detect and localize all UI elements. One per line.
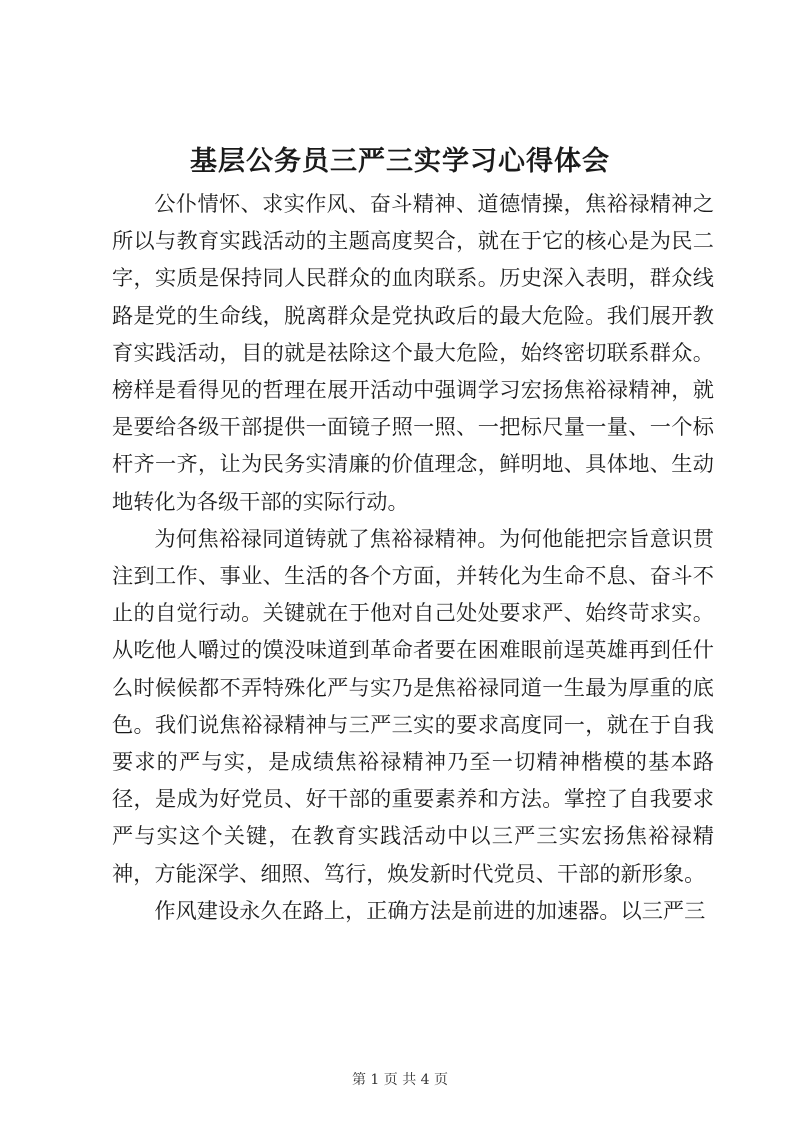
document-title: 基层公务员三严三实学习心得体会 (190, 146, 610, 177)
document-body (112, 185, 714, 929)
paragraph-1: 公仆情怀、求实作风、奋斗精神、道德情操，焦裕禄精神之所以与教育实践活动的主题高度契合，就在于它的核心是为民二字，实质是保持同人民群众的血肉联系。历史深入表明，群众线路是党的生命线，脱离群众是党执政后的最大危险。我们展开教育实践活动，目的就是祛除这个最大危险，始终密切联系群众。榜样是看得见的哲理在展开活动中强调学习宏扬焦裕禄精神，就是要给各级干部提供一面镜子照一照、一把标尺量一量、一个标杆齐一齐，让为民务实清廉的价值理念，鲜明地、具体地、生动地转化为各级干部的实际行动。 (112, 191, 714, 514)
paragraph-3: 作风建设永久在路上，正确方法是前进的加速器。以三严三 (154, 897, 706, 923)
page-number-footer: 第 1 页 共 4 页 (351, 1072, 449, 1088)
paragraph-2: 为何焦裕禄同道铸就了焦裕禄精神。为何他能把宗旨意识贯注到工作、事业、生活的各个方面，并转化为生命不息、奋斗不止的自觉行动。关键就在于他对自己处处要求严、始终苛求实。从吃他人嚼过的馍没味道到革命者要在困难眼前逞英雄再到任什么时候候都不弄特殊化严与实乃是焦裕禄同道一生最为厚重的底色。我们说焦裕禄精神与三严三实的要求高度同一，就在于自我要求的严与实，是成绩焦裕禄精神乃至一切精神楷模的基本路径，是成为好党员、好干部的重要素养和方法。掌控了自我要求严与实这个关键，在教育实践活动中以三严三实宏扬焦裕禄精神，方能深学、细照、笃行，焕发新时代党员、干部的新形象。 (112, 525, 714, 886)
